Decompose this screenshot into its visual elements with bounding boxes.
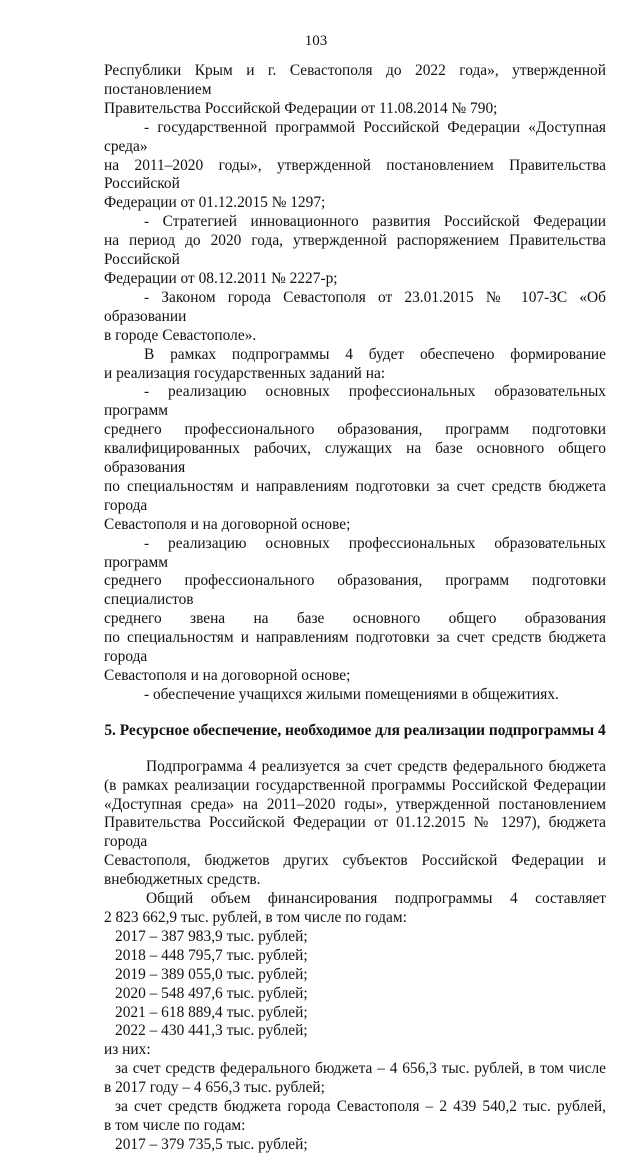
- text-line: в 2017 году – 4 656,3 тыс. рублей;: [104, 1079, 325, 1097]
- list-item-line: - Законом города Севастополя от 23.01.2015 № 107-ЗС «Об образовании: [104, 288, 606, 325]
- text-line: Федерации от 01.12.2015 № 1297;: [104, 194, 326, 212]
- text-line: на 2011–2020 годы», утвержденной постановлением Правительства Российской: [104, 156, 606, 193]
- paragraph-line: Общий объем финансирования подпрограммы 4 составляет: [146, 890, 606, 908]
- list-item-line: - реализацию основных профессиональных образовательных программ: [104, 383, 606, 420]
- text-line: Севастополя и на договорной основе;: [104, 667, 351, 684]
- text-line: квалифицированных рабочих, служащих на базе основного общего образования: [104, 440, 606, 477]
- text-line: Правительства Российской Федерации от 01.12.2015 № 1297), бюджета города: [104, 814, 606, 851]
- page-content: [104, 62, 606, 1155]
- text-line: Правительства Российской Федерации от 11.08.2014 № 790;: [104, 99, 498, 117]
- year-amount-line: 2019 – 389 055,0 тыс. рублей;: [115, 965, 308, 983]
- text-line: и реализация государственных заданий на:: [104, 364, 386, 382]
- page-number: 103: [304, 33, 328, 49]
- list-item-line: - обеспечение учащихся жилыми помещениями в общежитиях.: [144, 685, 559, 703]
- text-line: «Доступная среда» на 2011–2020 годы», утвержденной постановлением: [104, 795, 606, 813]
- text-line: 2 823 662,9 тыс. рублей, в том числе по годам:: [104, 908, 407, 926]
- list-item-line: - реализацию основных профессиональных образовательных программ: [104, 534, 606, 571]
- text-line: среднего профессионального образования, программ подготовки специалистов: [104, 572, 606, 609]
- text-line: по специальностям и направлениям подготовки за счет средств бюджета города: [104, 629, 606, 666]
- list-item-line: - государственной программой Российской Федерации «Доступная среда»: [104, 118, 606, 155]
- section-heading: 5. Ресурсное обеспечение, необходимое для реализации подпрограммы 4: [104, 721, 606, 739]
- text-line: внебюджетных средств.: [104, 871, 261, 889]
- paragraph-line: за счет средств бюджета города Севастополя – 2 439 540,2 тыс. рублей,: [115, 1098, 606, 1116]
- year-amount-line: 2020 – 548 497,6 тыс. рублей;: [115, 984, 308, 1002]
- paragraph-line: В рамках подпрограммы 4 будет обеспечено формирование: [144, 345, 606, 363]
- text-line: (в рамках реализации государственной программы Российской Федерации: [104, 776, 606, 794]
- text-line: Севастополя и на договорной основе;: [104, 515, 351, 533]
- text-line: Севастополя, бюджетов других субъектов Российской Федерации и: [104, 852, 606, 870]
- text-line: из них:: [104, 1041, 151, 1059]
- year-amount-line: 2018 – 448 795,7 тыс. рублей;: [115, 946, 308, 964]
- year-amount-line: 2017 – 387 983,9 тыс. рублей;: [115, 927, 308, 945]
- text-line: среднего звена на базе основного общего образования: [104, 610, 606, 628]
- year-amount-line: 2021 – 618 889,4 тыс. рублей;: [115, 1003, 308, 1021]
- text-line: в городе Севастополе».: [104, 326, 257, 344]
- year-amount-line: 2017 – 379 735,5 тыс. рублей;: [115, 1135, 308, 1153]
- text-line: по специальностям и направлениям подготовки за счет средств бюджета города: [104, 477, 606, 514]
- text-line: Республики Крым и г. Севастополя до 2022 года», утвержденной постановлением: [104, 62, 606, 98]
- list-item-line: - Стратегией инновационного развития Российской Федерации: [144, 213, 606, 231]
- year-amount-line: 2022 – 430 441,3 тыс. рублей;: [115, 1022, 308, 1040]
- paragraph-line: за счет средств федерального бюджета – 4 656,3 тыс. рублей, в том числе: [115, 1060, 606, 1078]
- text-line: в том числе по годам:: [104, 1116, 246, 1134]
- text-line: Федерации от 08.12.2011 № 2227-р;: [104, 269, 338, 287]
- text-line: на период до 2020 года, утвержденной распоряжением Правительства Российской: [104, 232, 606, 269]
- paragraph-line: Подпрограмма 4 реализуется за счет средств федерального бюджета: [146, 757, 606, 775]
- text-line: среднего профессионального образования, программ подготовки: [104, 421, 606, 439]
